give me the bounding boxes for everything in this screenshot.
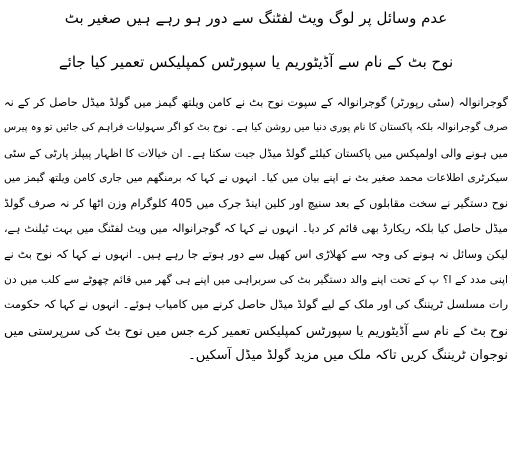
body-line: صرف گوجرانوالہ بلکہ پاکستان کا نام پوری دنیا میں روشن کیا ہے۔ نوح بٹ کو اگر سہولیات فراہم کی جائیں تو وہ پیرس bbox=[4, 122, 508, 134]
body-line: لیکن وسائل نہ ہونے کی وجہ سے کھلاڑی اس کھیل سے دور ہوتے جا رہے ہیں۔ انہوں نے کہا کہ نوح بٹ نے bbox=[4, 247, 508, 261]
body-line: نوح دستگیر نے سخت مقابلوں کے بعد سنیچ اور کلین اینڈ جرک میں 405 کلوگرام وزن اٹھا کر نہ صرف گولڈ bbox=[4, 197, 508, 211]
headline-primary: عدم وسائل پر لوگ ویٹ لفٹنگ سے دور ہو رہے ہیں صغیر بٹ bbox=[64, 9, 448, 27]
headline-secondary: نوح بٹ کے نام سے آڈیٹوریم یا سپورٹس کمپلیکس تعمیر کیا جائے bbox=[58, 53, 454, 71]
body-line: رات مسلسل ٹریننگ کی اور ملک کے لیے گولڈ میڈل حاصل کرنے میں کامیاب ہوئے۔ انہوں نے کہا کہ حکومت bbox=[4, 298, 508, 312]
body-line: نوح بٹ کے نام سے آڈیٹوریم یا سپورٹس کمپلیکس تعمیر کرے جس میں نوح بٹ کی سرپرستی میں bbox=[4, 322, 508, 338]
body-line: نوجوان ٹریننگ کریں تاکہ ملک میں مزید گولڈ میڈل آسکیں۔ bbox=[188, 347, 508, 363]
article-body bbox=[0, 90, 512, 368]
body-line: اپنی مدد کے ا؟ پ کے تحت اپنے والد دستگیر بٹ کی سربراہی میں اپنے ہی گھر میں قائم چھوٹے سے کلب میں دن bbox=[4, 273, 508, 287]
body-line: میڈل حاصل کیا بلکہ ریکارڈ بھی قائم کر دیا۔ انہوں نے کہا کہ گوجرانوالہ میں ویٹ لفٹنگ میں بہت ٹیلنٹ ہے، bbox=[4, 222, 508, 236]
body-line: میں ہونے والی اولمپکس میں پاکستان کیلئے گولڈ میڈل جیت سکتا ہے۔ ان خیالات کا اظہار پیپلز پارٹی کے سٹی bbox=[4, 146, 508, 160]
body-line: سیکرٹری اطلاعات محمد صغیر بٹ نے اپنے بیان میں کیا۔ انہوں نے کہا کہ برمنگھم میں جاری کامن ویلتھ گیمز میں bbox=[4, 171, 508, 184]
body-line: گوجرانوالہ (سٹی رپورٹر) گوجرانوالہ کے سپوت نوح بٹ نے کامن ویلتھ گیمز میں گولڈ میڈل حاصل کر کے نہ bbox=[4, 96, 508, 109]
